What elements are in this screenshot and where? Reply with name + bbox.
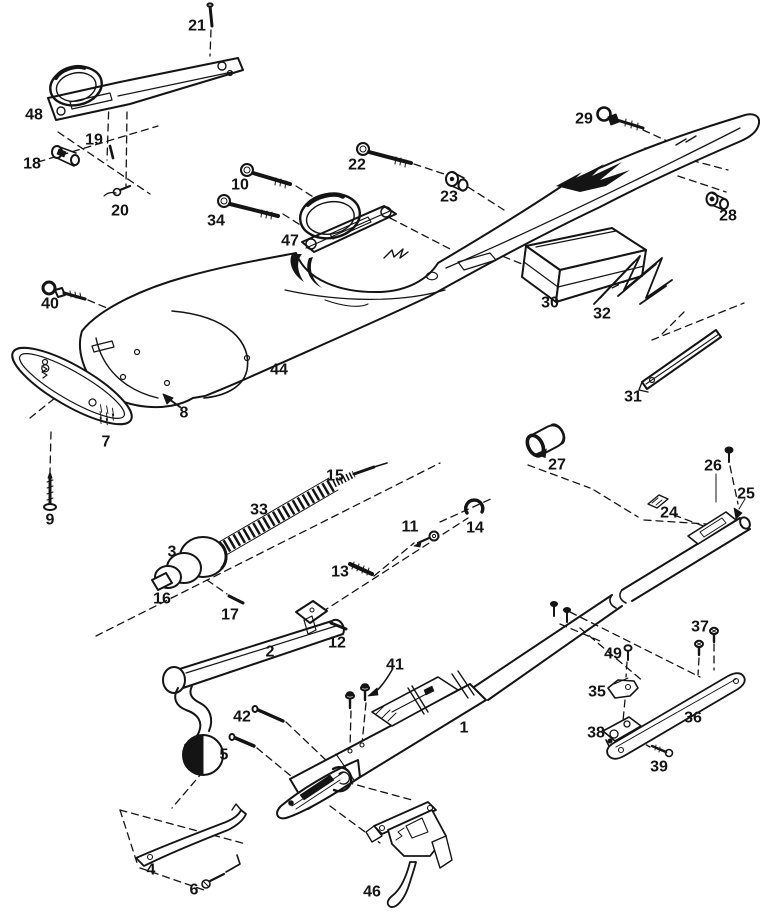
part-label-37: 37 <box>691 618 709 636</box>
part-label-8: 8 <box>179 404 189 422</box>
part-label-49: 49 <box>604 645 622 663</box>
magazine-box-30 <box>522 228 646 302</box>
part-label-38: 38 <box>587 724 605 742</box>
part-label-29: 29 <box>575 110 593 128</box>
part-label-32: 32 <box>593 305 611 323</box>
floorplate-catch-35 <box>608 678 638 698</box>
part-label-16: 16 <box>153 590 171 608</box>
buttplate-screw-9 <box>44 472 56 510</box>
slide-piece-18 <box>52 146 79 166</box>
bolt-pin-5 <box>230 734 255 746</box>
part-label-39: 39 <box>650 758 668 776</box>
part-label-23: 23 <box>440 188 458 206</box>
part-label-47: 47 <box>281 232 299 250</box>
bolt-pin-42 <box>253 706 284 721</box>
part-label-2: 2 <box>265 643 275 661</box>
part-label-42: 42 <box>233 708 251 726</box>
part-label-4: 4 <box>146 861 156 879</box>
part-label-20: 20 <box>111 202 129 220</box>
part-label-33: 33 <box>250 501 268 519</box>
part-label-41: 41 <box>386 656 404 674</box>
part-label-3: 3 <box>167 543 177 561</box>
part-label-17: 17 <box>221 606 239 624</box>
screw-6 <box>202 855 240 888</box>
bolt-body-2 <box>163 601 344 775</box>
barreled-action-1 <box>277 448 752 819</box>
part-label-27: 27 <box>548 456 566 474</box>
part-label-1: 1 <box>459 719 469 737</box>
part-label-48: 48 <box>25 106 43 124</box>
part-label-14: 14 <box>466 519 484 537</box>
part-label-34: 34 <box>207 212 225 230</box>
part-label-19: 19 <box>85 131 103 149</box>
stock-grain-mark <box>384 249 408 258</box>
part-label-46: 46 <box>363 883 381 901</box>
part-label-25: 25 <box>737 485 755 503</box>
sight-screw-26 <box>716 448 733 503</box>
firing-pin-15 <box>354 463 387 474</box>
part-label-31: 31 <box>624 388 642 406</box>
part-label-13: 13 <box>331 563 349 581</box>
part-label-28: 28 <box>719 207 737 225</box>
bolt-sleeve-3 <box>152 537 226 590</box>
screw-49 <box>625 645 632 660</box>
screw-39 <box>652 745 673 757</box>
sling-swivel-screw-29 <box>598 108 644 131</box>
rear-sight-screws <box>551 602 570 622</box>
scope-rear-mount-47 <box>297 189 396 252</box>
part-label-30: 30 <box>541 294 559 312</box>
mount-screw-34 <box>218 195 278 219</box>
mount-pin-21 <box>207 3 212 26</box>
part-label-26: 26 <box>704 457 722 475</box>
pin-19 <box>110 146 113 158</box>
screw-20 <box>104 186 130 196</box>
pin-17 <box>229 596 243 603</box>
part-label-40: 40 <box>41 295 59 313</box>
sear-spring-4 <box>136 804 246 866</box>
part-label-10: 10 <box>231 176 249 194</box>
part-label-7: 7 <box>101 433 111 451</box>
part-label-35: 35 <box>588 683 606 701</box>
extractor-screw-13 <box>350 562 372 575</box>
rifle-stock-44 <box>80 114 759 407</box>
trigger-blade <box>388 862 416 907</box>
part-label-22: 22 <box>348 156 366 174</box>
part-label-18: 18 <box>23 155 41 173</box>
part-label-44: 44 <box>270 361 288 379</box>
scope-front-mount-48 <box>47 58 243 120</box>
part-label-24: 24 <box>660 504 678 522</box>
part-label-5: 5 <box>219 746 229 764</box>
magazine-follower-31 <box>639 330 721 392</box>
guard-screws-41 <box>346 670 392 708</box>
part-label-9: 9 <box>45 511 55 529</box>
part-label-11: 11 <box>401 518 419 536</box>
part-label-36: 36 <box>684 709 702 727</box>
part-label-6: 6 <box>189 881 199 899</box>
part-label-15: 15 <box>326 467 344 485</box>
part-label-12: 12 <box>328 634 346 652</box>
part-label-21: 21 <box>188 17 206 35</box>
